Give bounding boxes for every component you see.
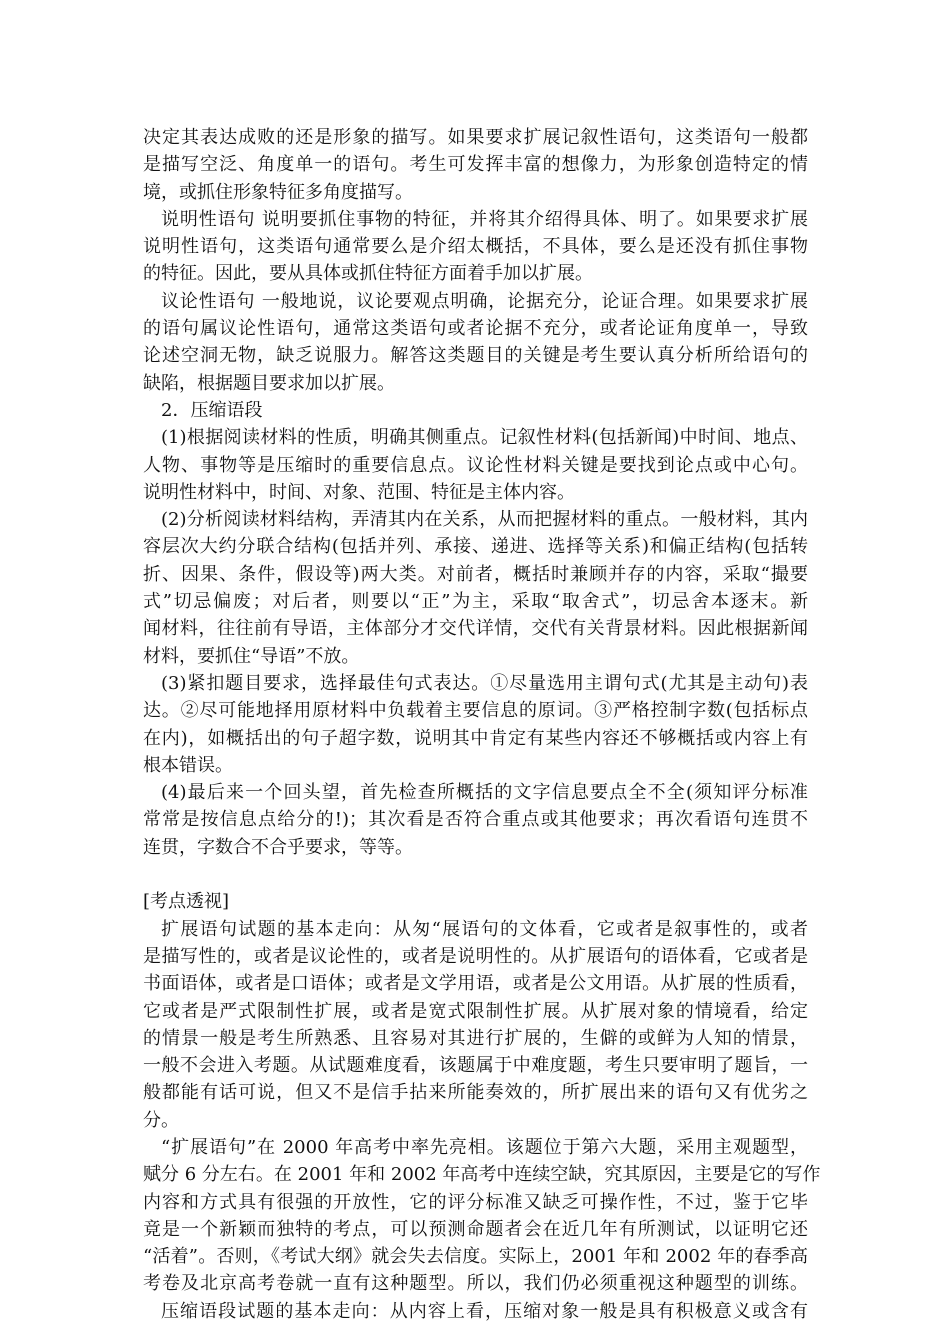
blank-line — [143, 861, 808, 888]
text-line: 容层次大约分联合结构(包括并列、承接、递进、选择等关系)和偏正结构(包括转 — [143, 536, 808, 558]
text-line: 考卷及北京高考卷就一直有这种题型。所以，我们仍必须重视这种题型的训练。 — [143, 1273, 808, 1295]
document-body — [143, 124, 821, 1325]
text-line: 2．压缩语段 — [161, 399, 263, 421]
text-line: 折、因果、条件，假设等)两大类。对前者，概括时兼顾并存的内容，采取“撮要 — [143, 563, 808, 585]
text-line: 常常是按信息点给分的!)；其次看是否符合重点或其他要求；再次看语句连贯不 — [143, 809, 808, 831]
text-line: “扩展语句”在 2000 年高考中率先亮相。该题位于第六大题，采用主观题型， — [161, 1136, 808, 1158]
text-line: 它或者是严式限制性扩展，或者是宽式限制性扩展。从扩展对象的情境看，给定 — [143, 1000, 808, 1022]
text-line: 压缩语段试题的基本走向：从内容上看，压缩对象一般是具有积极意义或含有 — [161, 1300, 808, 1322]
text-line: 赋分 6 分左右。在 2001 年和 2002 年高考中连续空缺，究其原因，主要是它的写作 — [143, 1164, 821, 1186]
text-line: 是描写空泛、角度单一的语句。考生可发挥丰富的想像力，为形象创造特定的情 — [143, 154, 808, 176]
text-line: 材料，要抓住“导语”不放。 — [143, 645, 360, 667]
text-line: 内容和方式具有很强的开放性，它的评分标准又缺乏可操作性，不过，鉴于它毕 — [143, 1191, 808, 1213]
text-line: 在内)，如概括出的句子超字数，说明其中肯定有某些内容还不够概括或内容上有 — [143, 727, 808, 749]
text-line: 的语句属议论性语句，通常这类语句或者论据不充分，或者论证角度单一，导致 — [143, 318, 808, 340]
text-line: 决定其表达成败的还是形象的描写。如果要求扩展记叙性语句，这类语句一般都 — [143, 127, 808, 148]
text-line: 人物、事物等是压缩时的重要信息点。议论性材料关键是要找到论点或中心句。 — [143, 454, 808, 476]
text-line: 的情景一般是考生所熟悉、且容易对其进行扩展的，生僻的或鲜为人知的情景， — [143, 1027, 808, 1049]
text-line: 说明性语句，这类语句通常要么是介绍太概括，不具体，要么是还没有抓住事物 — [143, 236, 808, 258]
text-line: (2)分析阅读材料结构，弄清其内在关系，从而把握材料的重点。一般材料，其内 — [161, 509, 808, 531]
text-line: 说明性材料中，时间、对象、范围、特征是主体内容。 — [143, 481, 575, 503]
text-line: 书面语体，或者是口语体；或者是文学用语，或者是公文用语。从扩展的性质看， — [143, 973, 808, 995]
text-line: 说明性语句 说明要抓住事物的特征，并将其介绍得具体、明了。如果要求扩展 — [161, 208, 808, 230]
text-line: 闻材料，往往前有导语，主体部分才交代详情，交代有关背景材料。因此根据新闻 — [143, 618, 808, 640]
text-line: 根本错误。 — [143, 754, 233, 776]
text-line: 分。 — [143, 1109, 179, 1131]
text-line: (4)最后来一个回头望，首先检查所概括的文字信息要点全不全(须知评分标准 — [161, 782, 808, 804]
text-line: (1)根据阅读材料的性质，明确其侧重点。记叙性材料(包括新闻)中时间、地点、 — [161, 427, 808, 449]
text-line: 一般不会进入考题。从试题难度看，该题属于中难度题，考生只要审明了题旨，一 — [143, 1055, 808, 1077]
text-line: 式”切忌偏废；对后者，则要以“正”为主，采取“取舍式”，切忌舍本逐末。新 — [143, 591, 808, 613]
text-line: 达。②尽可能地择用原材料中负载着主要信息的原词。③严格控制字数(包括标点 — [143, 700, 808, 722]
text-line: 般都能有话可说，但又不是信手拈来所能奏效的，所扩展出来的语句又有优劣之 — [143, 1082, 808, 1104]
text-line: 缺陷，根据题目要求加以扩展。 — [143, 372, 395, 394]
text-line: “活着”。否则，《考试大纲》就会失去信度。实际上，2001 年和 2002 年的春季高 — [143, 1246, 808, 1268]
text-line: 的特征。因此，要从具体或抓住特征方面着手加以扩展。 — [143, 263, 593, 285]
text-line: 是描写性的，或者是议论性的，或者是说明性的。从扩展语句的语体看，它或者是 — [143, 945, 808, 967]
text-line: [考点透视] — [143, 891, 230, 913]
text-line: 境，或抓住形象特征多角度描写。 — [143, 181, 413, 203]
text-line: 竟是一个新颖而独特的考点，可以预测命题者会在近几年有所测试，以证明它还 — [143, 1218, 808, 1240]
text-line: (3)紧扣题目要求，选择最佳句式表达。①尽量选用主谓句式(尤其是主动句)表 — [161, 672, 808, 694]
text-line: 连贯，字数合不合乎要求，等等。 — [143, 836, 413, 858]
text-line: 议论性语句 一般地说，议论要观点明确，论据充分，论证合理。如果要求扩展 — [161, 290, 808, 312]
text-line: 论述空洞无物，缺乏说服力。解答这类题目的关键是考生要认真分析所给语句的 — [143, 345, 808, 367]
text-line: 扩展语句试题的基本走向：从匆“展语句的文体看，它或者是叙事性的，或者 — [161, 918, 808, 940]
